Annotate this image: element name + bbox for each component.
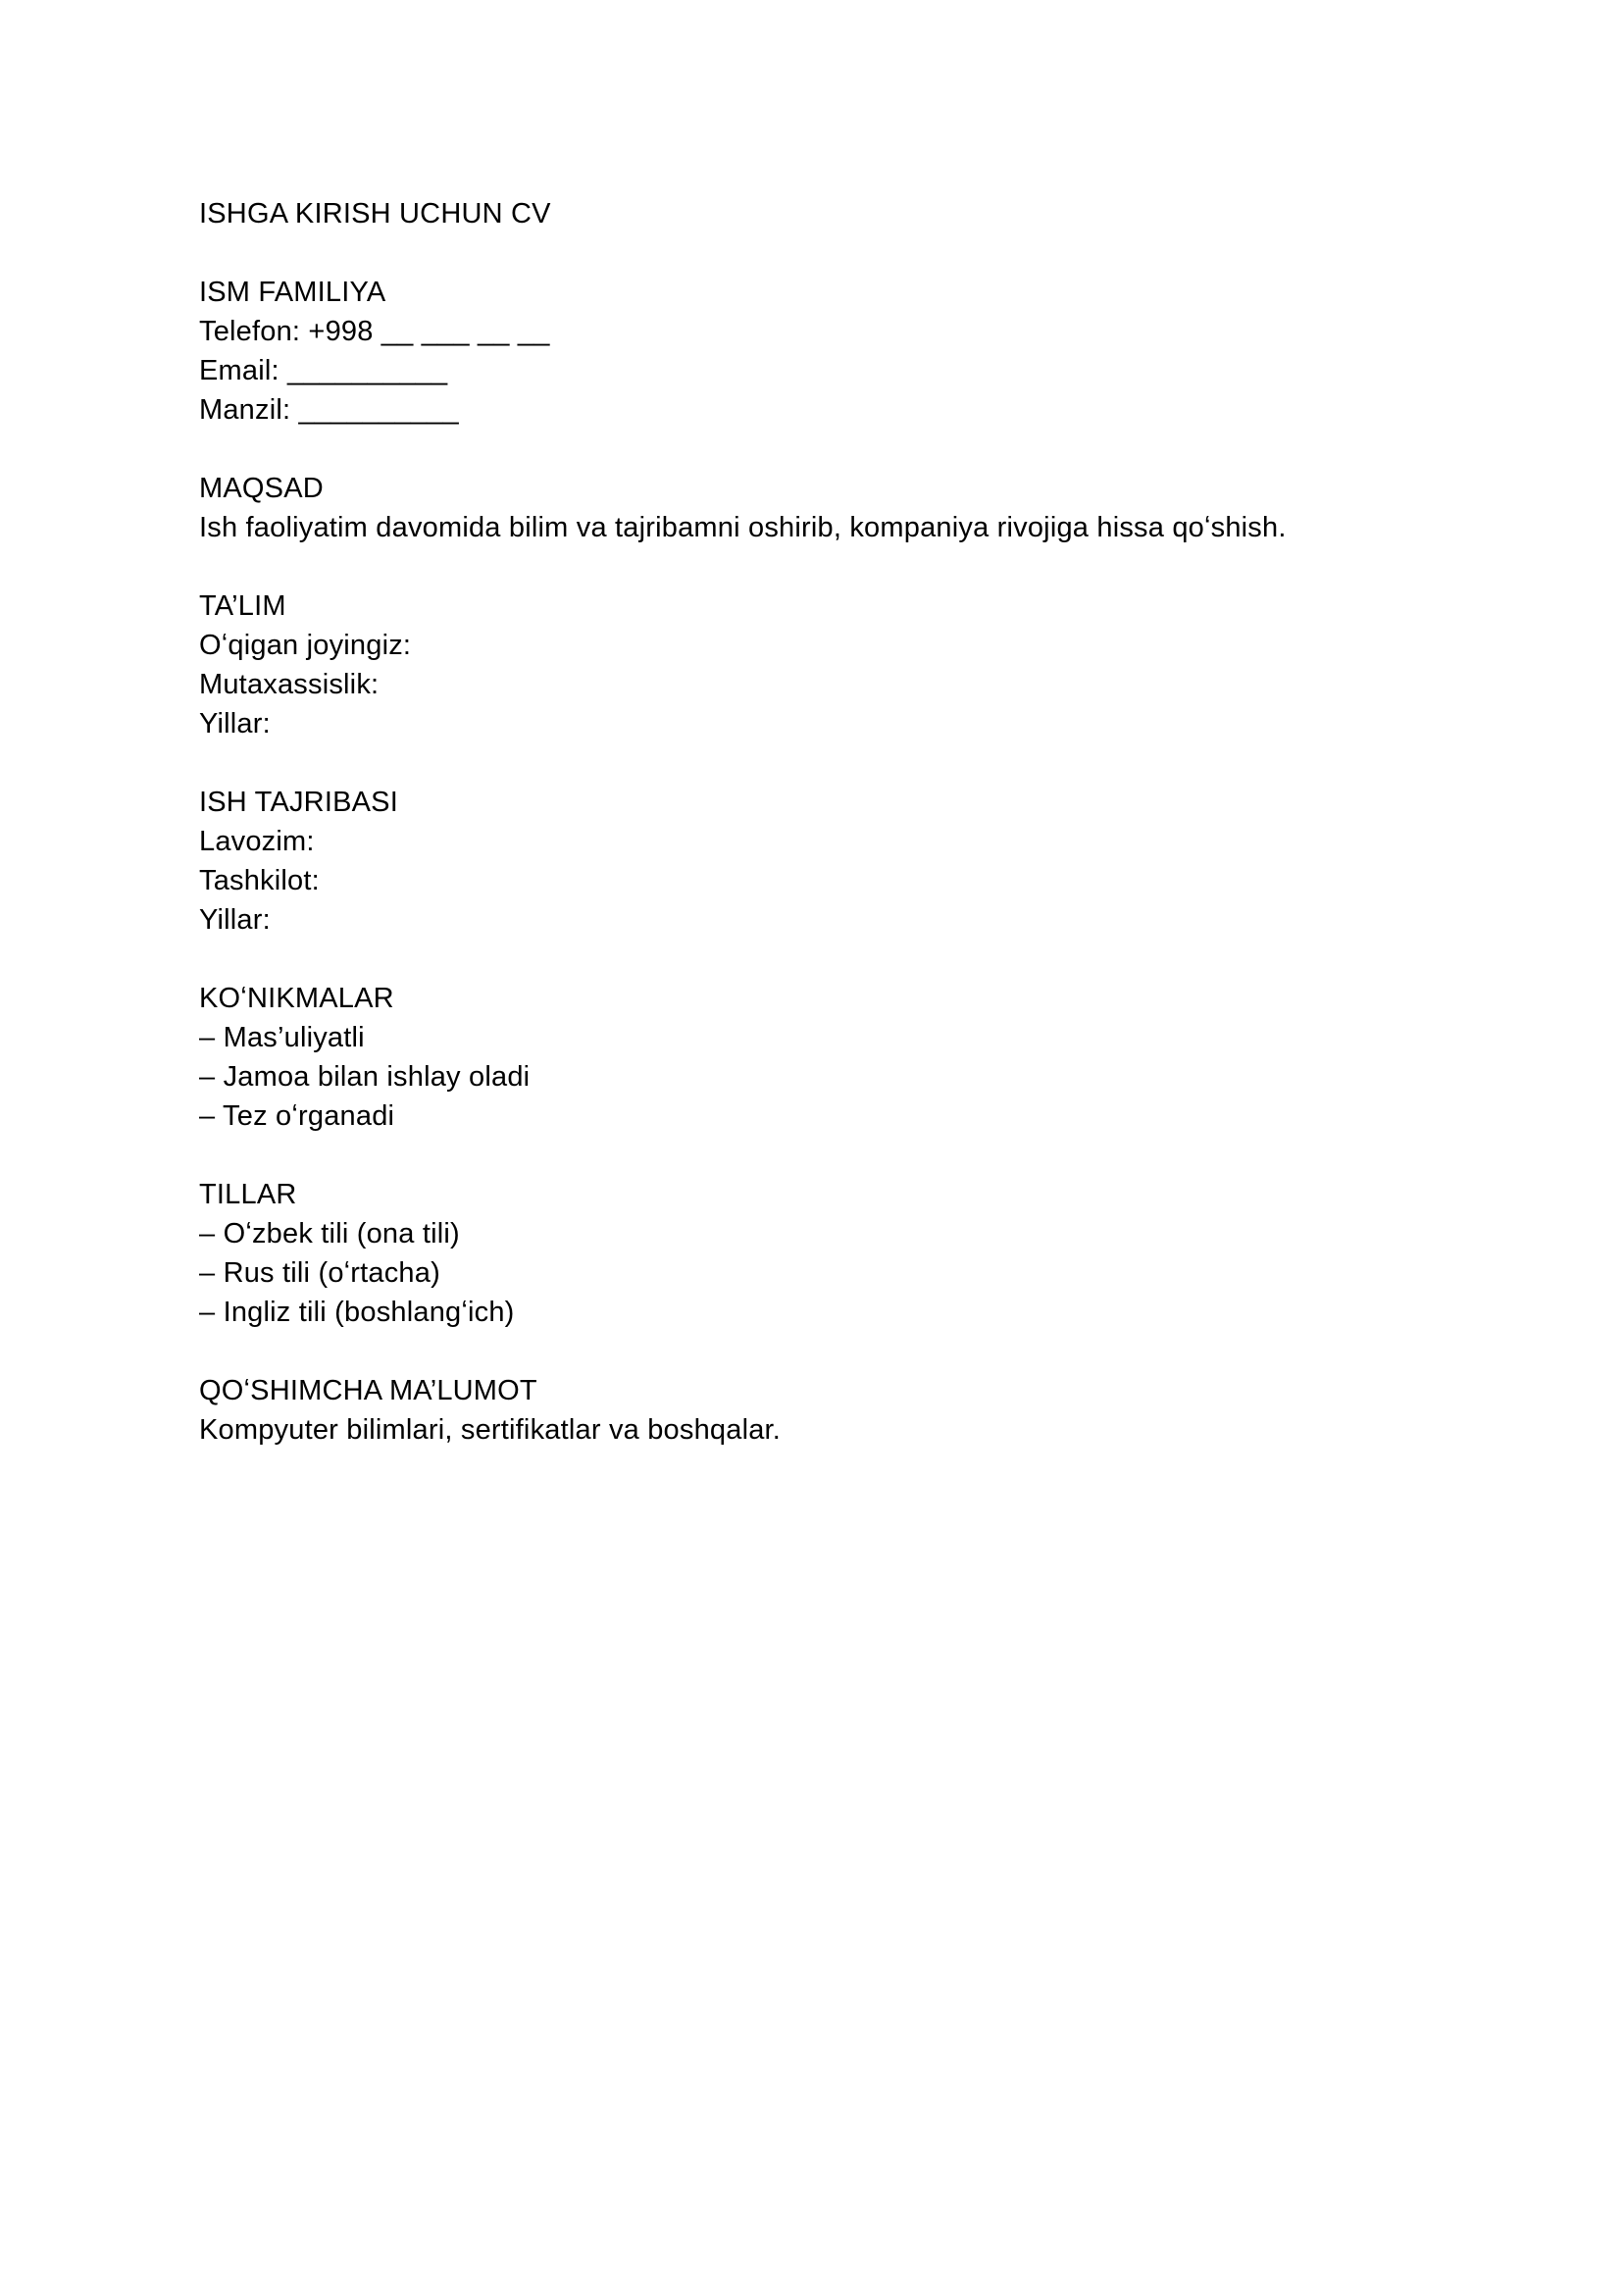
education-years-line: Yillar: — [199, 708, 271, 739]
experience-position-line: Lavozim: — [199, 826, 315, 857]
language-item: – Ingliz tili (boshlangʻich) — [199, 1297, 515, 1328]
document-content — [199, 194, 1533, 1489]
email-line: Email: __________ — [199, 355, 448, 386]
experience-organization-line: Tashkilot: — [199, 865, 320, 896]
skill-item: – Jamoa bilan ishlay oladi — [199, 1061, 531, 1093]
additional-section — [199, 1371, 1533, 1450]
skill-item: – Tez oʻrganadi — [199, 1100, 395, 1132]
education-section — [199, 586, 1533, 743]
language-item: – Oʻzbek tili (ona tili) — [199, 1218, 460, 1249]
languages-section — [199, 1175, 1533, 1332]
phone-line: Telefon: +998 __ ___ __ __ — [199, 316, 550, 347]
education-heading: TA’LIM — [199, 590, 286, 622]
education-major-line: Mutaxassislik: — [199, 669, 380, 700]
name-line: ISM FAMILIYA — [199, 277, 386, 308]
address-line: Manzil: __________ — [199, 394, 459, 426]
contact-section — [199, 273, 1533, 430]
page-title: ISHGA KIRISH UCHUN CV — [199, 198, 551, 229]
objective-text: Ish faoliyatim davomida bilim va tajribamni oshirib, kompaniya rivojiga hissa qoʻshish. — [199, 512, 1287, 543]
experience-heading: ISH TAJRIBASI — [199, 787, 398, 818]
title-section — [199, 194, 1533, 233]
additional-heading: QOʻSHIMCHA MA’LUMOT — [199, 1375, 537, 1406]
languages-heading: TILLAR — [199, 1179, 297, 1210]
education-place-line: Oʻqigan joyingiz: — [199, 630, 412, 661]
objective-heading: MAQSAD — [199, 473, 324, 504]
skill-item: – Mas’uliyatli — [199, 1022, 365, 1053]
experience-section — [199, 783, 1533, 940]
additional-text: Kompyuter bilimlari, sertifikatlar va boshqalar. — [199, 1414, 782, 1446]
skills-section — [199, 979, 1533, 1136]
skills-heading: KOʻNIKMALAR — [199, 983, 394, 1014]
language-item: – Rus tili (oʻrtacha) — [199, 1257, 440, 1289]
objective-section — [199, 469, 1533, 547]
experience-years-line: Yillar: — [199, 904, 271, 936]
